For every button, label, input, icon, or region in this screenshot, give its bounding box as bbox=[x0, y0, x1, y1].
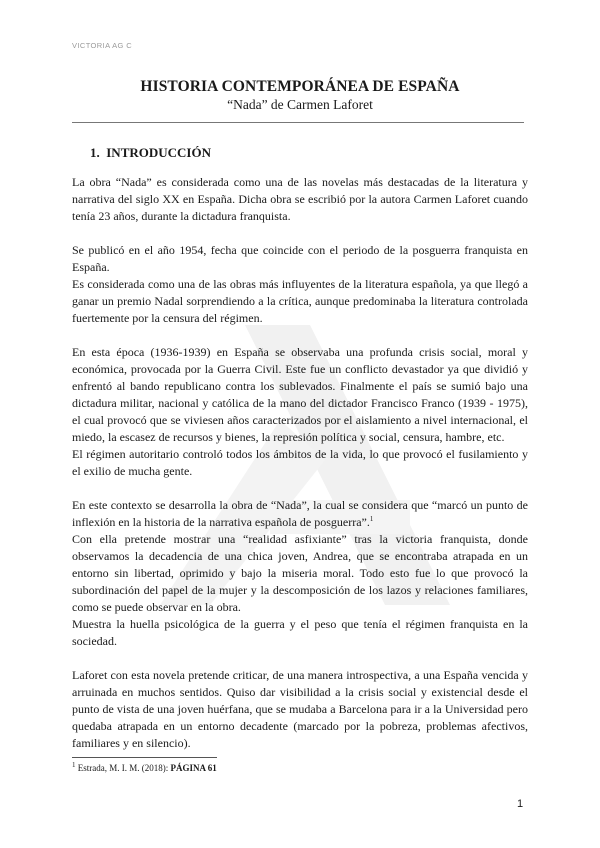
footnote-mark: 1 bbox=[72, 761, 76, 769]
body-text bbox=[72, 174, 528, 752]
footnote bbox=[72, 763, 217, 773]
paragraph-with-citation bbox=[72, 497, 528, 531]
section-number: 1. bbox=[90, 145, 100, 160]
paragraph: Con ella pretende mostrar una “realidad asfixiante” tras la victoria franquista, donde observamos la decadencia de una chica joven, Andrea, que se encontraba atrapada en un entorno sin libertad, oprimido y bajo la miseria moral. Todo esto fue lo que provocó la subordinación del papel de la mujer y la descomposición de los lazos y relaciones familiares, como se puede observar en la obra. bbox=[72, 532, 528, 614]
paragraph: La obra “Nada” es considerada como una de las novelas más destacadas de la literatura y narrativa del siglo XX en España. Dicha obra se escribió por la autora Carmen Laforet cuando tenía 23 años, durante la dictadura franquista. bbox=[72, 175, 528, 223]
paragraph: Se publicó en el año 1954, fecha que coincide con el periodo de la posguerra franquista en España. bbox=[72, 243, 528, 274]
paragraph: Muestra la huella psicológica de la guerra y el peso que tenía el régimen franquista en la sociedad. bbox=[72, 617, 528, 648]
section-heading bbox=[90, 145, 211, 161]
paragraph: Laforet con esta novela pretende criticar, de una manera introspectiva, a una España vencida y arruinada en muchos sentidos. Quiso dar visibilidad a la crisis social y existencial desde el punto de vista de una joven huérfana, que se mudaba a Barcelona para ir a la Universidad pero quedaba atrapada en un entorno decadente (marcado por la pobreza, problemas afectivos, familiares y en silencio). bbox=[72, 668, 528, 750]
section-title: INTRODUCCIÓN bbox=[106, 145, 211, 160]
footnote-reference[interactable]: 1 bbox=[369, 515, 374, 523]
footnote-page: PÁGINA 61 bbox=[170, 763, 217, 773]
paragraph: En esta época (1936-1939) en España se observaba una profunda crisis social, moral y económica, provocada por la Guerra Civil. Este fue un conflicto devastador ya que dividió y enfrentó al bando republicano contra los sublevados. Finalmente el país se sumió bajo una dictadura militar, nacional y católica de la mano del dictador Francisco Franco (1939 - 1975), el cual provocó que se viviesen años caracterizados por el aislamiento a nivel internacional, el miedo, la escasez de recursos y bienes, la represión política y social, censura, hambre, etc. bbox=[72, 345, 528, 444]
footnote-divider bbox=[72, 757, 217, 758]
header-author: VICTORIA AG C bbox=[72, 41, 133, 50]
page-number: 1 bbox=[517, 798, 524, 810]
title-divider bbox=[72, 122, 524, 123]
paragraph-text: En este contexto se desarrolla la obra de “Nada”, la cual se considera que “marcó un punto de inflexión en la historia de la narrativa española de posguerra”. bbox=[72, 498, 528, 529]
paragraph: El régimen autoritario controló todos los ámbitos de la vida, lo que provocó el fusilamiento y el exilio de mucha gente. bbox=[72, 447, 528, 478]
paragraph: Es considerada como una de las obras más influyentes de la literatura española, ya que llegó a ganar un premio Nadal sorprendiendo a la crítica, aunque predominaba la literatura controlada fuertemente por la censura del régimen. bbox=[72, 277, 528, 325]
footnote-text: Estrada, M. I. M. (2018): bbox=[77, 763, 171, 773]
document-subtitle: “Nada” de Carmen Laforet bbox=[227, 97, 373, 112]
document-title: HISTORIA CONTEMPORÁNEA DE ESPAÑA bbox=[140, 78, 460, 95]
